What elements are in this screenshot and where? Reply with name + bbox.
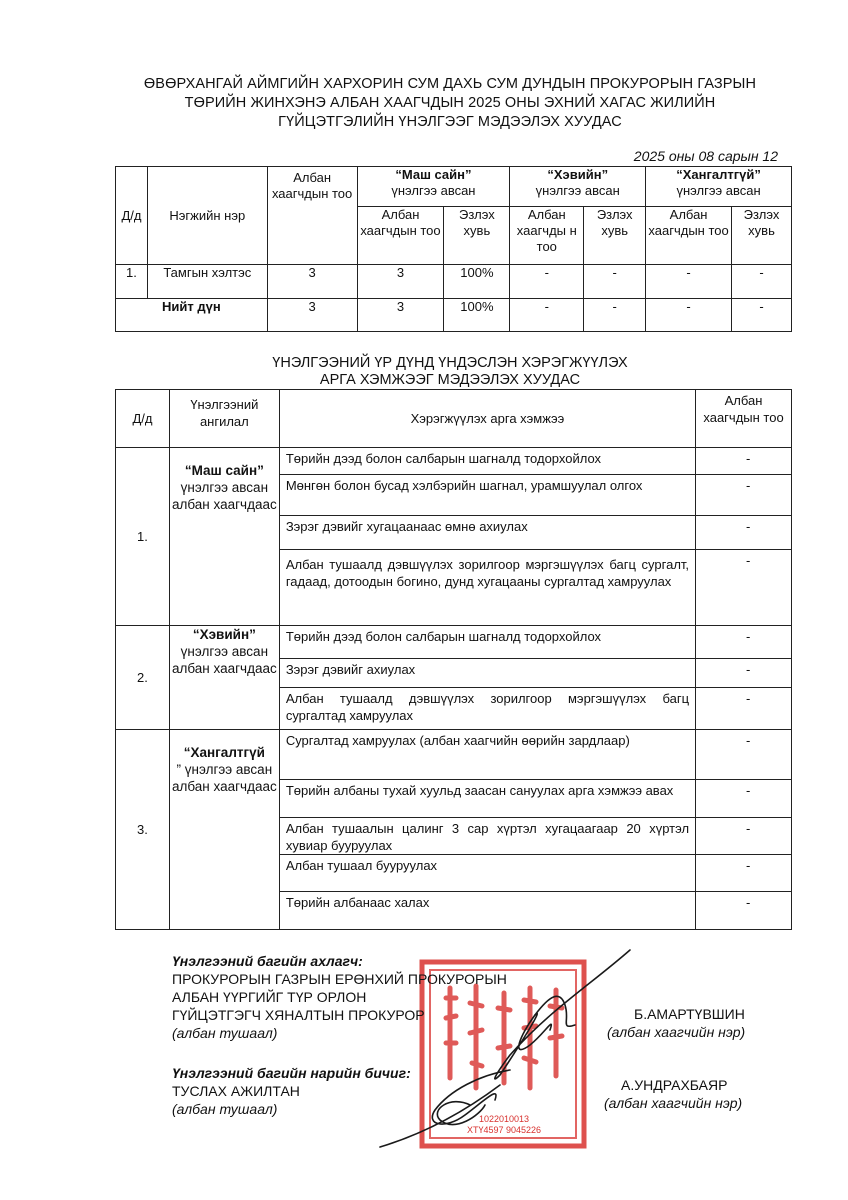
cell: Тамгын хэлтэс [147, 265, 267, 299]
measure-text: Зэрэг дэвийг ахиулах [279, 659, 695, 688]
table-row [116, 730, 792, 780]
group-category: “Хэвийн” үнэлгээ авсан албан хаагчдаас [169, 626, 279, 730]
measure-count: - [696, 516, 792, 550]
signature-block-head: Үнэлгээний багийн ахлагч: ПРОКУРОРЫН ГАЗРЫН ЕРӨНХИЙ ПРОКУРОРЫН АЛБАН ҮҮРГИЙГ ТҮР ОРЛОН ГҮЙЦЭТГЭГЧ ХЯНАЛТЫН ПРОКУРОР (албан тушаал) [172, 953, 507, 1041]
stamp-code: ХТҮ4597 9045226 [466, 1125, 542, 1135]
measure-count: - [696, 780, 792, 818]
measure-text: Төрийн албанаас халах [279, 892, 695, 930]
header-no: Д/д [116, 390, 170, 448]
secretary-name-caption: (албан хаагчийн нэр) [604, 1095, 743, 1111]
header-group-excellent: “Маш сайн” үнэлгээ авсан [357, 167, 510, 207]
measure-count: - [696, 659, 792, 688]
performance-summary-table [115, 166, 792, 332]
cell: - [510, 299, 584, 332]
header-measure: Хэрэгжүүлэх арга хэмжээ [279, 390, 695, 448]
header-count: Албан хаагчдын тоо [696, 390, 792, 448]
cell: - [584, 265, 646, 299]
measure-count: - [696, 730, 792, 780]
stamp-code: 1022010013 [478, 1114, 530, 1124]
measure-text: Албан тушаал бууруулах [279, 855, 695, 892]
measure-text: Зэрэг дэвийг хугацаанаас өмнө ахиулах [279, 516, 695, 550]
cell: 1. [116, 265, 148, 299]
measure-count: - [696, 475, 792, 516]
document-title: ӨВӨРХАНГАЙ АЙМГИЙН ХАРХОРИН СУМ ДАХЬ СУМ ДУНДЫН ПРОКУРОРЫН ГАЗРЫН ТӨРИЙН ЖИНХЭНЭ АЛБАН ХААГЧДЫН 2025 ОНЫ ЭХНИЙ ХАГАС ЖИЛИЙН ГҮЙЦЭТГЭЛИЙН ҮНЭЛГЭЭГ МЭДЭЭЛЭХ ХУУДАС [143, 76, 757, 130]
document-date: 2025 оны 08 сарын 12 [633, 148, 778, 164]
header-no: Д/д [116, 167, 148, 265]
measure-count: - [696, 550, 792, 626]
header-group-normal: “Хэвийн” үнэлгээ авсан [510, 167, 646, 207]
table-row [116, 448, 792, 475]
cell: - [732, 265, 792, 299]
group-no: 1. [116, 448, 170, 626]
cell: 3 [267, 265, 357, 299]
subheader-share: Эзлэх хувь [732, 207, 792, 265]
cell: - [584, 299, 646, 332]
cell: 3 [357, 299, 444, 332]
measure-text: Албан тушаалд дэвшүүлэх зорилгоор мэргэшүүлэх багц сургалт, гадаад, дотоодын богино, дунд хугацааны сургалтад хамруулах [279, 550, 695, 626]
group-category: “Маш сайн” үнэлгээ авсан албан хаагчдаас [169, 448, 279, 626]
signature-block-secretary: Үнэлгээний багийн нарийн бичиг: ТУСЛАХ АЖИЛТАН (албан тушаал) [172, 1065, 411, 1117]
subheader-share: Эзлэх хувь [584, 207, 646, 265]
subheader-share: Эзлэх хувь [444, 207, 510, 265]
subheader-count: Албан хаагчды н тоо [510, 207, 584, 265]
cell: 3 [267, 299, 357, 332]
head-name: Б.АМАРТҮВШИН [634, 1006, 745, 1022]
measure-count: - [696, 626, 792, 659]
header-count: Албан хаагчдын тоо [267, 167, 357, 265]
cell: - [646, 265, 732, 299]
measure-text: Сургалтад хамруулах (албан хаагчийн өөрийн зардлаар) [279, 730, 695, 780]
measure-text: Төрийн дээд болон салбарын шагналд тодорхойлох [279, 448, 695, 475]
group-no: 2. [116, 626, 170, 730]
table-row [116, 626, 792, 659]
measures-table [115, 389, 792, 930]
cell: 3 [357, 265, 444, 299]
section-title: ҮНЭЛГЭЭНИЙ ҮР ДҮНД ҮНДЭСЛЭН ХЭРЭГЖҮҮЛЭХ АРГА ХЭМЖЭЭГ МЭДЭЭЛЭХ ХУУДАС [272, 355, 628, 388]
measure-count: - [696, 892, 792, 930]
secretary-name: А.УНДРАХБАЯР [621, 1077, 728, 1093]
group-no: 3. [116, 730, 170, 930]
cell: 100% [444, 265, 510, 299]
measure-count: - [696, 448, 792, 475]
measure-text: Төрийн албаны тухай хуульд заасан сануулах арга хэмжээ авах [279, 780, 695, 818]
cell: - [732, 299, 792, 332]
header-unit: Нэгжийн нэр [147, 167, 267, 265]
measure-count: - [696, 818, 792, 855]
measure-text: Албан тушаалын цалинг 3 сар хүртэл хугацаагаар 20 хүртэл хувиар бууруулах [279, 818, 695, 855]
measure-text: Мөнгөн болон бусад хэлбэрийн шагнал, урамшуулал олгох [279, 475, 695, 516]
cell: 100% [444, 299, 510, 332]
total-row [116, 299, 792, 332]
head-name-caption: (албан хаагчийн нэр) [607, 1024, 746, 1040]
measure-text: Албан тушаалд дэвшүүлэх зорилгоор мэргэшүүлэх багц сургалтад хамруулах [279, 688, 695, 730]
table-row [116, 265, 792, 299]
measure-count: - [696, 855, 792, 892]
total-label: Нийт дүн [116, 299, 268, 332]
measure-count: - [696, 688, 792, 730]
subheader-count: Албан хаагчдын тоо [357, 207, 444, 265]
header-group-insufficient: “Хангалтгүй” үнэлгээ авсан [646, 167, 792, 207]
header-category: Үнэлгээний ангилал [169, 390, 279, 448]
cell: - [646, 299, 732, 332]
group-category: “Хангалтгүй ” үнэлгээ авсан албан хаагчдаас [169, 730, 279, 930]
subheader-count: Албан хаагчдын тоо [646, 207, 732, 265]
cell: - [510, 265, 584, 299]
measure-text: Төрийн дээд болон салбарын шагналд тодорхойлох [279, 626, 695, 659]
